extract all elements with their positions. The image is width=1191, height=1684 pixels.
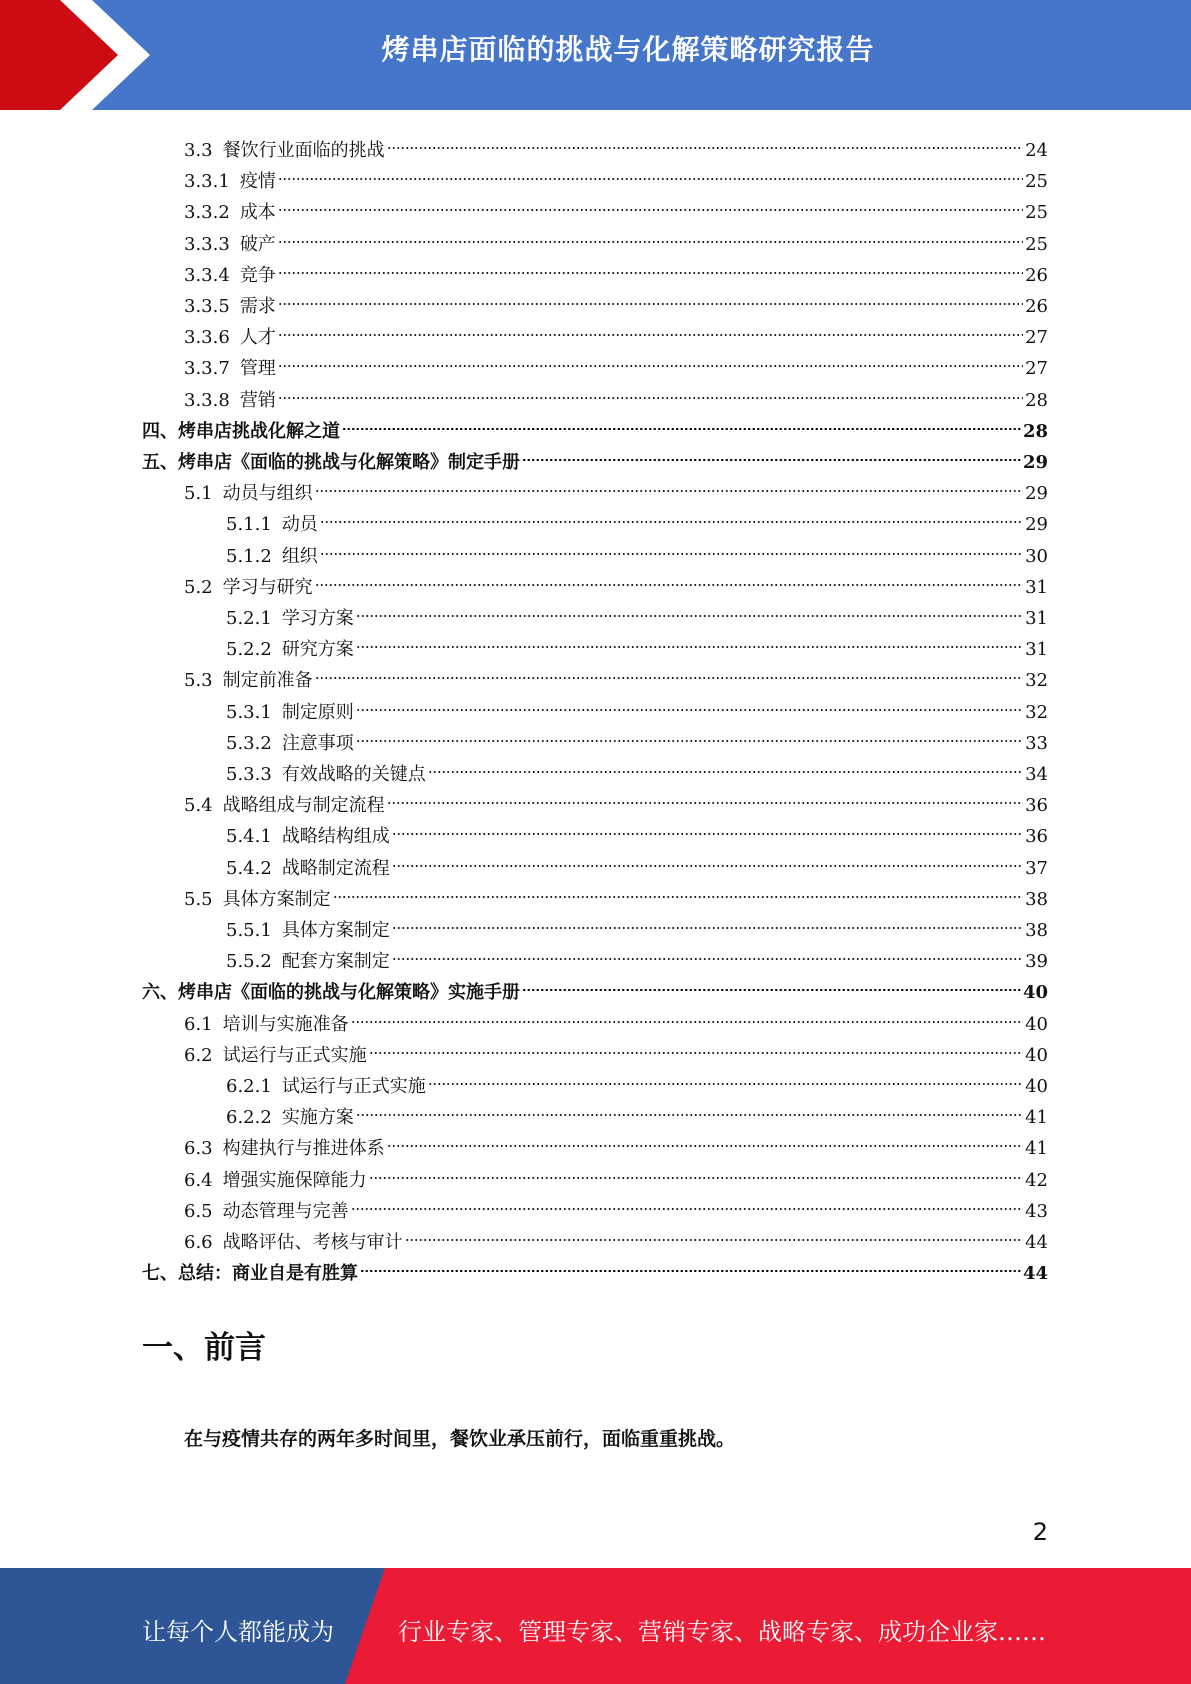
toc-entry-number: 四、	[142, 420, 178, 442]
toc-entry-page: 44	[1025, 1232, 1048, 1253]
toc-entry[interactable]	[226, 1095, 1048, 1129]
toc-entry-title: 学习方案	[281, 608, 354, 629]
toc-entry-title: 战略组成与制定流程	[222, 795, 385, 817]
toc-dot-leader	[315, 658, 1023, 686]
toc-entry[interactable]	[226, 908, 1048, 941]
toc-entry[interactable]	[226, 534, 1048, 567]
toc-entry-title: 有效战略的关键点	[281, 764, 426, 785]
toc-entry-page: 39	[1025, 951, 1048, 973]
toc-entry-number: 5.3.3	[226, 764, 272, 785]
toc-dot-leader	[392, 814, 1023, 842]
toc-entry-page: 30	[1025, 545, 1048, 567]
toc-entry-page: 36	[1025, 795, 1048, 817]
toc-entry[interactable]	[184, 783, 1048, 817]
toc-entry[interactable]	[184, 284, 1048, 317]
toc-entry-number: 5.3.1	[226, 701, 272, 723]
toc-entry-page: 26	[1025, 296, 1048, 317]
toc-entry-number: 5.1.1	[226, 514, 272, 536]
page-number: 2	[1032, 1518, 1048, 1546]
toc-dot-leader	[278, 190, 1023, 218]
toc-entry-title: 餐饮行业面临的挑战	[222, 140, 385, 161]
toc-entry[interactable]	[142, 970, 1048, 1004]
toc-entry[interactable]	[226, 939, 1048, 973]
toc-entry-number: 3.3.1	[184, 171, 230, 193]
toc-dot-leader	[278, 222, 1023, 250]
toc-entry-title: 具体方案制定	[222, 888, 331, 910]
toc-entry-number: 六、	[142, 982, 178, 1004]
toc-dot-leader	[333, 877, 1023, 905]
toc-entry[interactable]	[184, 877, 1048, 910]
toc-entry-page: 40	[1025, 1076, 1048, 1097]
toc-entry-page: 33	[1025, 732, 1048, 754]
toc-entry-number: 5.5.2	[226, 951, 272, 973]
toc-entry-number: 5.2	[184, 576, 213, 598]
toc-dot-leader	[392, 908, 1023, 936]
toc-dot-leader	[522, 440, 1021, 468]
toc-entry-title: 增强实施保障能力	[222, 1169, 367, 1191]
toc-dot-leader	[428, 1064, 1023, 1092]
toc-entry-title: 战略结构组成	[281, 826, 390, 848]
toc-dot-leader	[351, 1189, 1023, 1217]
toc-entry-title: 具体方案制定	[281, 920, 390, 941]
body-paragraph: 在与疫情共存的两年多时间里，餐饮业承压前行，面临重重挑战。	[184, 1428, 736, 1450]
toc-entry[interactable]	[184, 159, 1048, 193]
toc-entry-number: 6.6	[184, 1232, 213, 1253]
toc-entry[interactable]	[184, 1033, 1048, 1066]
toc-entry-page: 42	[1025, 1169, 1048, 1191]
toc-entry-number: 5.1.2	[226, 545, 272, 567]
toc-entry-number: 5.1	[184, 483, 213, 505]
toc-entry-title: 研究方案	[281, 639, 354, 661]
toc-entry-title: 人才	[239, 327, 276, 349]
toc-entry-title: 动员与组织	[222, 483, 313, 505]
toc-entry-title: 总结：商业自是有胜算	[178, 1263, 358, 1285]
toc-entry-number: 3.3.3	[184, 233, 230, 255]
toc-entry-title: 配套方案制定	[281, 951, 390, 973]
toc-dot-leader	[351, 1002, 1023, 1030]
toc-dot-leader	[278, 378, 1023, 406]
toc-entry[interactable]	[184, 253, 1048, 286]
toc-dot-leader	[392, 846, 1023, 874]
toc-entry-title: 试运行与正式实施	[281, 1076, 426, 1097]
toc-entry-title: 战略评估、考核与审计	[222, 1232, 403, 1253]
toc-entry-number: 6.2	[184, 1044, 213, 1066]
toc-dot-leader	[387, 128, 1023, 156]
toc-entry-page: 36	[1025, 826, 1048, 848]
toc-entry-number: 5.4.1	[226, 826, 272, 848]
toc-dot-leader	[278, 315, 1023, 343]
toc-entry-page: 40	[1022, 982, 1048, 1004]
toc-entry[interactable]	[142, 440, 1048, 473]
toc-entry[interactable]	[184, 378, 1048, 411]
toc-entry-title: 战略制定流程	[281, 857, 390, 879]
toc-entry-title: 破产	[239, 233, 276, 255]
toc-dot-leader	[387, 783, 1023, 811]
toc-entry-number: 3.3.4	[184, 264, 230, 286]
toc-entry-page: 38	[1025, 920, 1048, 941]
toc-entry-title: 竞争	[239, 264, 276, 286]
toc-entry-number: 3.3	[184, 140, 213, 161]
toc-entry-page: 29	[1025, 514, 1048, 536]
toc-entry-title: 试运行与正式实施	[222, 1044, 367, 1066]
toc-dot-leader	[356, 596, 1023, 624]
footer-slogan-left: 让每个人都能成为	[142, 1618, 334, 1646]
header-banner	[0, 0, 1191, 110]
toc-entry-number: 5.5	[184, 888, 213, 910]
toc-entry[interactable]	[142, 1251, 1048, 1285]
toc-entry-number: 6.3	[184, 1138, 213, 1160]
toc-dot-leader	[356, 721, 1023, 749]
toc-entry-title: 烤串店《面临的挑战与化解策略》制定手册	[178, 452, 520, 473]
toc-entry-page: 32	[1025, 701, 1048, 723]
toc-entry-title: 营销	[239, 389, 276, 411]
toc-entry[interactable]	[184, 222, 1048, 255]
toc-entry-page: 37	[1025, 857, 1048, 879]
toc-entry-number: 5.3.2	[226, 732, 272, 754]
toc-entry-number: 6.2.2	[226, 1107, 272, 1129]
toc-entry[interactable]	[226, 814, 1048, 848]
toc-entry-title: 动员	[281, 514, 318, 536]
toc-entry-page: 25	[1025, 171, 1048, 193]
toc-dot-leader	[392, 939, 1023, 967]
toc-dot-leader	[278, 284, 1023, 312]
toc-dot-leader	[278, 159, 1023, 187]
document-title: 烤串店面临的挑战与化解策略研究报告	[381, 33, 875, 66]
toc-entry-page: 29	[1022, 452, 1048, 473]
toc-entry[interactable]	[226, 752, 1048, 785]
toc-entry-title: 管理	[239, 358, 276, 380]
toc-dot-leader	[369, 1158, 1023, 1186]
toc-entry-page: 41	[1025, 1138, 1048, 1160]
toc-entry-number: 6.5	[184, 1200, 213, 1222]
toc-entry[interactable]	[226, 627, 1048, 661]
toc-entry-title: 制定前准备	[222, 670, 313, 692]
toc-dot-leader	[369, 1033, 1023, 1061]
toc-entry[interactable]	[184, 1002, 1048, 1035]
toc-entry[interactable]	[226, 721, 1048, 754]
toc-entry[interactable]	[184, 1126, 1048, 1160]
toc-dot-leader	[320, 534, 1023, 562]
toc-entry-page: 40	[1025, 1044, 1048, 1066]
toc-dot-leader	[356, 690, 1023, 718]
footer-slogan-right: 行业专家、管理专家、营销专家、战略专家、成功企业家……	[398, 1618, 1046, 1646]
toc-entry-page: 27	[1025, 358, 1048, 380]
toc-entry[interactable]	[184, 471, 1048, 505]
toc-entry-page: 27	[1025, 327, 1048, 349]
toc-entry-number: 5.4	[184, 795, 213, 817]
toc-entry-page: 28	[1025, 389, 1048, 411]
toc-entry-number: 3.3.7	[184, 358, 230, 380]
toc-entry[interactable]	[184, 346, 1048, 380]
toc-entry-number: 3.3.8	[184, 389, 230, 411]
toc-entry-title: 组织	[281, 545, 318, 567]
footer-banner	[0, 1568, 1191, 1684]
toc-entry-page: 38	[1025, 888, 1048, 910]
toc-entry-title: 实施方案	[281, 1107, 354, 1129]
toc-dot-leader	[315, 565, 1023, 593]
toc-entry-title: 疫情	[239, 171, 276, 193]
toc-entry-page: 32	[1025, 670, 1048, 692]
toc-entry-title: 培训与实施准备	[222, 1013, 349, 1035]
toc-entry-number: 6.2.1	[226, 1076, 272, 1097]
toc-entry[interactable]	[184, 1158, 1048, 1191]
toc-entry[interactable]	[184, 1189, 1048, 1222]
toc-entry[interactable]	[226, 502, 1048, 536]
toc-dot-leader	[387, 1126, 1023, 1154]
toc-entry-number: 5.2.1	[226, 608, 272, 629]
toc-entry-page: 28	[1022, 420, 1048, 442]
toc-entry[interactable]	[184, 315, 1048, 349]
toc-entry-title: 烤串店《面临的挑战与化解策略》实施手册	[178, 982, 520, 1004]
toc-entry[interactable]	[184, 1220, 1048, 1253]
toc-entry-title: 成本	[239, 202, 276, 224]
toc-entry-page: 26	[1025, 264, 1048, 286]
toc-entry[interactable]	[226, 596, 1048, 629]
toc-dot-leader	[405, 1220, 1023, 1248]
toc-dot-leader	[356, 1095, 1023, 1123]
toc-dot-leader	[320, 502, 1023, 530]
toc-entry[interactable]	[142, 409, 1048, 442]
toc-entry-title: 烤串店挑战化解之道	[178, 420, 340, 442]
toc-entry-title: 学习与研究	[222, 576, 313, 598]
toc-dot-leader	[278, 346, 1023, 374]
toc-entry-page: 31	[1025, 608, 1048, 629]
toc-entry-title: 需求	[239, 296, 276, 317]
toc-entry-number: 6.4	[184, 1169, 213, 1191]
toc-dot-leader	[278, 253, 1023, 281]
toc-entry[interactable]	[226, 1064, 1048, 1097]
toc-dot-leader	[428, 752, 1023, 780]
toc-entry-number: 5.4.2	[226, 857, 272, 879]
toc-entry-number: 3.3.2	[184, 202, 230, 224]
toc-dot-leader	[522, 970, 1021, 998]
toc-entry-page: 25	[1025, 202, 1048, 224]
toc-dot-leader	[315, 471, 1023, 499]
toc-entry[interactable]	[226, 846, 1048, 879]
toc-entry-page: 43	[1025, 1200, 1048, 1222]
toc-entry-title: 动态管理与完善	[222, 1200, 349, 1222]
toc-entry-number: 3.3.5	[184, 296, 230, 317]
toc-entry[interactable]	[184, 190, 1048, 224]
toc-entry-page: 24	[1025, 140, 1048, 161]
toc-entry[interactable]	[184, 565, 1048, 598]
toc-entry-page: 25	[1025, 233, 1048, 255]
toc-entry-page: 31	[1025, 576, 1048, 598]
toc-entry-page: 40	[1025, 1013, 1048, 1035]
toc-entry[interactable]	[184, 128, 1048, 161]
toc-dot-leader	[356, 627, 1023, 655]
toc-entry-title: 注意事项	[281, 732, 354, 754]
toc-entry-title: 制定原则	[281, 701, 354, 723]
toc-entry-number: 5.2.2	[226, 639, 272, 661]
toc-entry-page: 29	[1025, 483, 1048, 505]
toc-entry-page: 41	[1025, 1107, 1048, 1129]
toc-entry[interactable]	[226, 690, 1048, 723]
toc-dot-leader	[342, 409, 1021, 437]
toc-entry-page: 34	[1025, 764, 1048, 785]
toc-dot-leader	[360, 1251, 1021, 1279]
toc-entry-page: 44	[1022, 1263, 1048, 1285]
toc-entry-number: 5.5.1	[226, 920, 272, 941]
section-heading: 一、前言	[142, 1330, 266, 1366]
toc-entry[interactable]	[184, 658, 1048, 692]
toc-entry-number: 3.3.6	[184, 327, 230, 349]
toc-entry-title: 构建执行与推进体系	[222, 1138, 385, 1160]
toc-entry-page: 31	[1025, 639, 1048, 661]
toc-entry-number: 5.3	[184, 670, 213, 692]
toc-entry-number: 七、	[142, 1263, 178, 1285]
toc-entry-number: 五、	[142, 452, 178, 473]
toc-entry-number: 6.1	[184, 1013, 213, 1035]
